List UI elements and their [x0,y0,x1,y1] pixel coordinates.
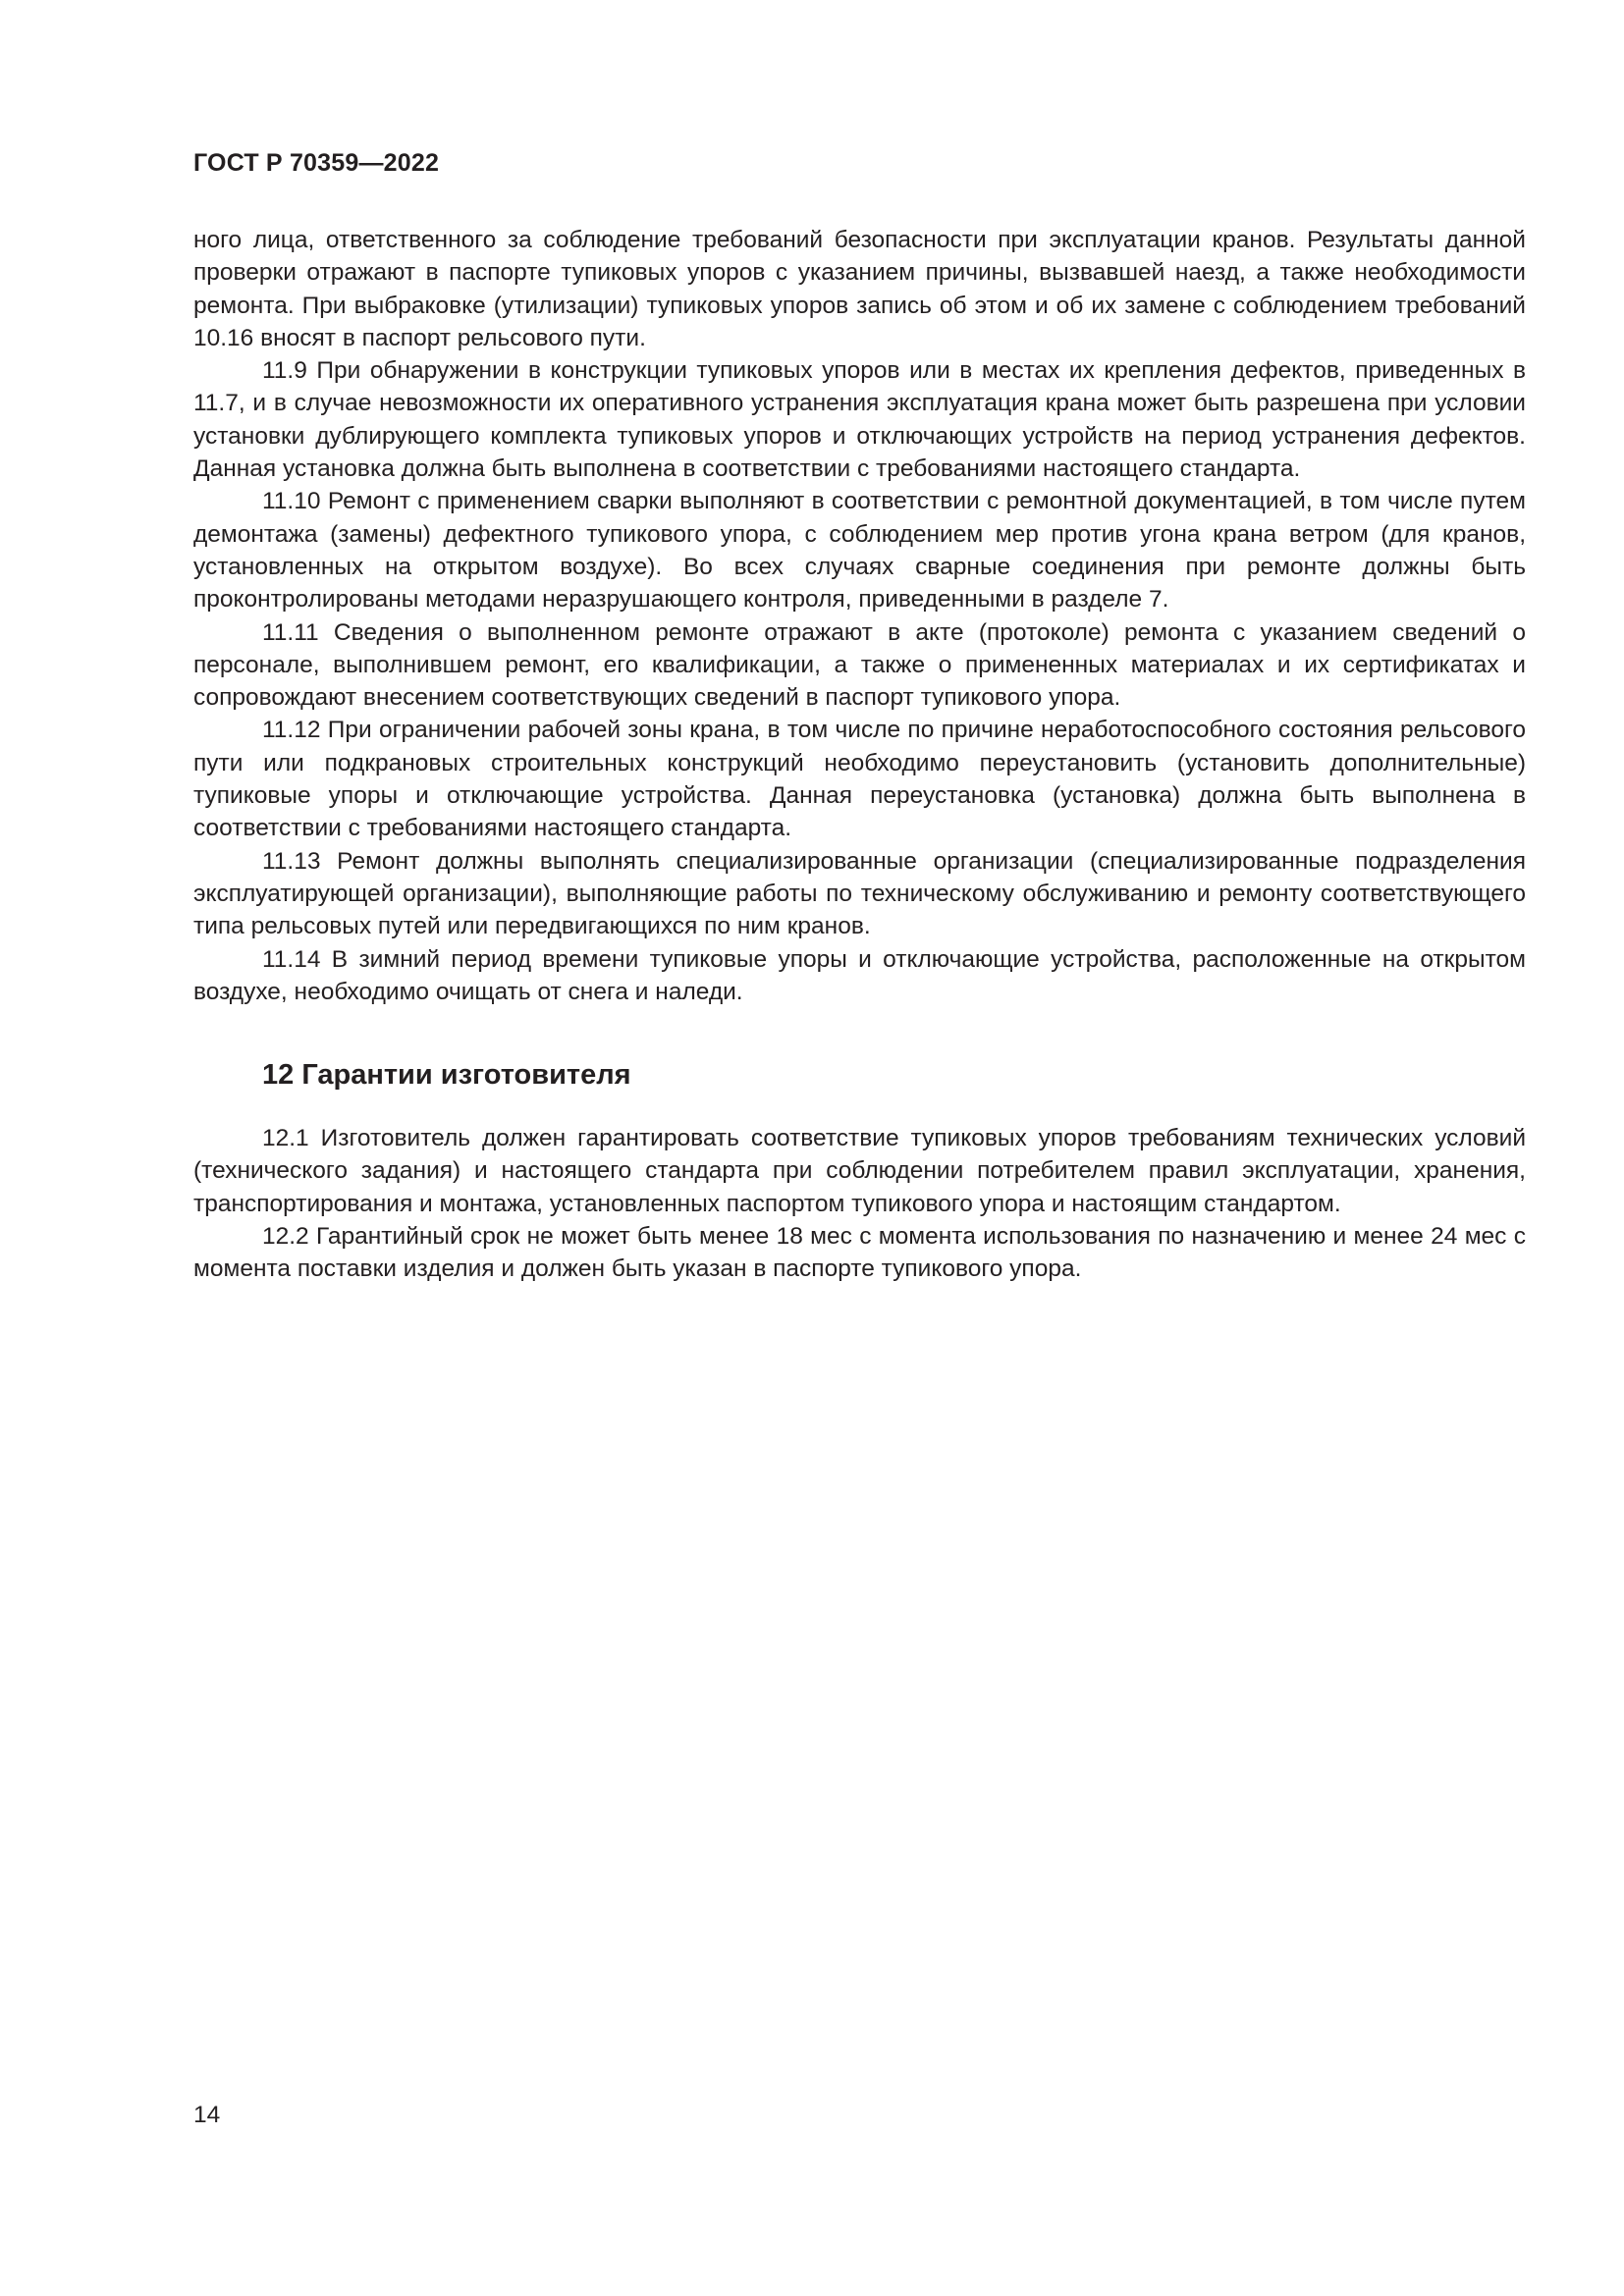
paragraph-12-2: 12.2 Гарантийный срок не может быть менее 18 мес с момента использования по назначению и менее 24 мес с момента поставки изделия и должен быть указан в паспорте тупикового упора. [193,1223,1526,1283]
paragraph-11-12: 11.12 При ограничении рабочей зоны крана, в том числе по причине неработоспособного состояния рельсового пути или подкрановых строительных конструкций необходимо переустановить (установить дополнительные) тупиковые упоры и отключающие устройства. Данная переустановка (установка) должна быть выполнена в соответствии с требованиями настоящего стандарта. [193,717,1526,842]
paragraph-11-10: 11.10 Ремонт с применением сварки выполняют в соответствии с ремонтной документацией, в том числе путем демонтажа (замены) дефектного тупикового упора, с соблюдением мер против угона крана ветром (для кранов, установленных на открытом воздухе). Во всех случаях сварные соединения при ремонте должны быть проконтролированы методами неразрушающего контроля, приведенными в разделе 7. [193,488,1526,614]
paragraph-continuation: ного лица, ответственного за соблюдение требований безопасности при эксплуатации кранов. Результаты данной проверки отражают в паспорте тупиковых упоров с указанием причины, вызвавшей наезд, а также необходимости ремонта. При выбраковке (утилизации) тупиковых упоров запись об этом и об их замене с соблюдением требований 10.16 вносят в паспорт рельсового пути. [193,227,1526,351]
page-number: 14 [193,2102,221,2128]
paragraph-11-13: 11.13 Ремонт должны выполнять специализированные организации (специализированные подразделения эксплуатирующей организации), выполняющие работы по техническому обслуживанию и ремонту соответствующего типа рельсовых путей или передвигающихся по ним кранов. [193,847,1526,940]
paragraph-12-1: 12.1 Изготовитель должен гарантировать соответствие тупиковых упоров требованиям технических условий (технического задания) и настоящего стандарта при соблюдении потребителем правил эксплуатации, хранения, транспортирования и монтажа, установленных паспортом тупикового упора и настоящим стандартом. [193,1125,1526,1217]
section-heading-12: 12 Гарантии изготовителя [262,1059,631,1092]
paragraph-11-9: 11.9 При обнаружении в конструкции тупиковых упоров или в местах их крепления дефектов, приведенных в 11.7, и в случае невозможности их оперативного устранения эксплуатация крана может быть разрешена при условии установки дублирующего комплекта тупиковых упоров и отключающих устройств на период устранения дефектов. Данная установка должна быть выполнена в соответствии с требованиями настоящего стандарта. [193,357,1526,483]
paragraph-11-14: 11.14 В зимний период времени тупиковые упоры и отключающие устройства, расположенные на открытом воздухе, необходимо очищать от снега и наледи. [193,945,1526,1005]
standard-designation: ГОСТ Р 70359—2022 [193,149,440,177]
page-content [193,224,1526,1286]
paragraph-11-11: 11.11 Сведения о выполненном ремонте отражают в акте (протоколе) ремонта с указанием сведений о персонале, выполнившем ремонт, его квалификации, а также о примененных материалах и их сертификатах и сопровождают внесением соответствующих сведений в паспорт тупикового упора. [193,618,1526,712]
